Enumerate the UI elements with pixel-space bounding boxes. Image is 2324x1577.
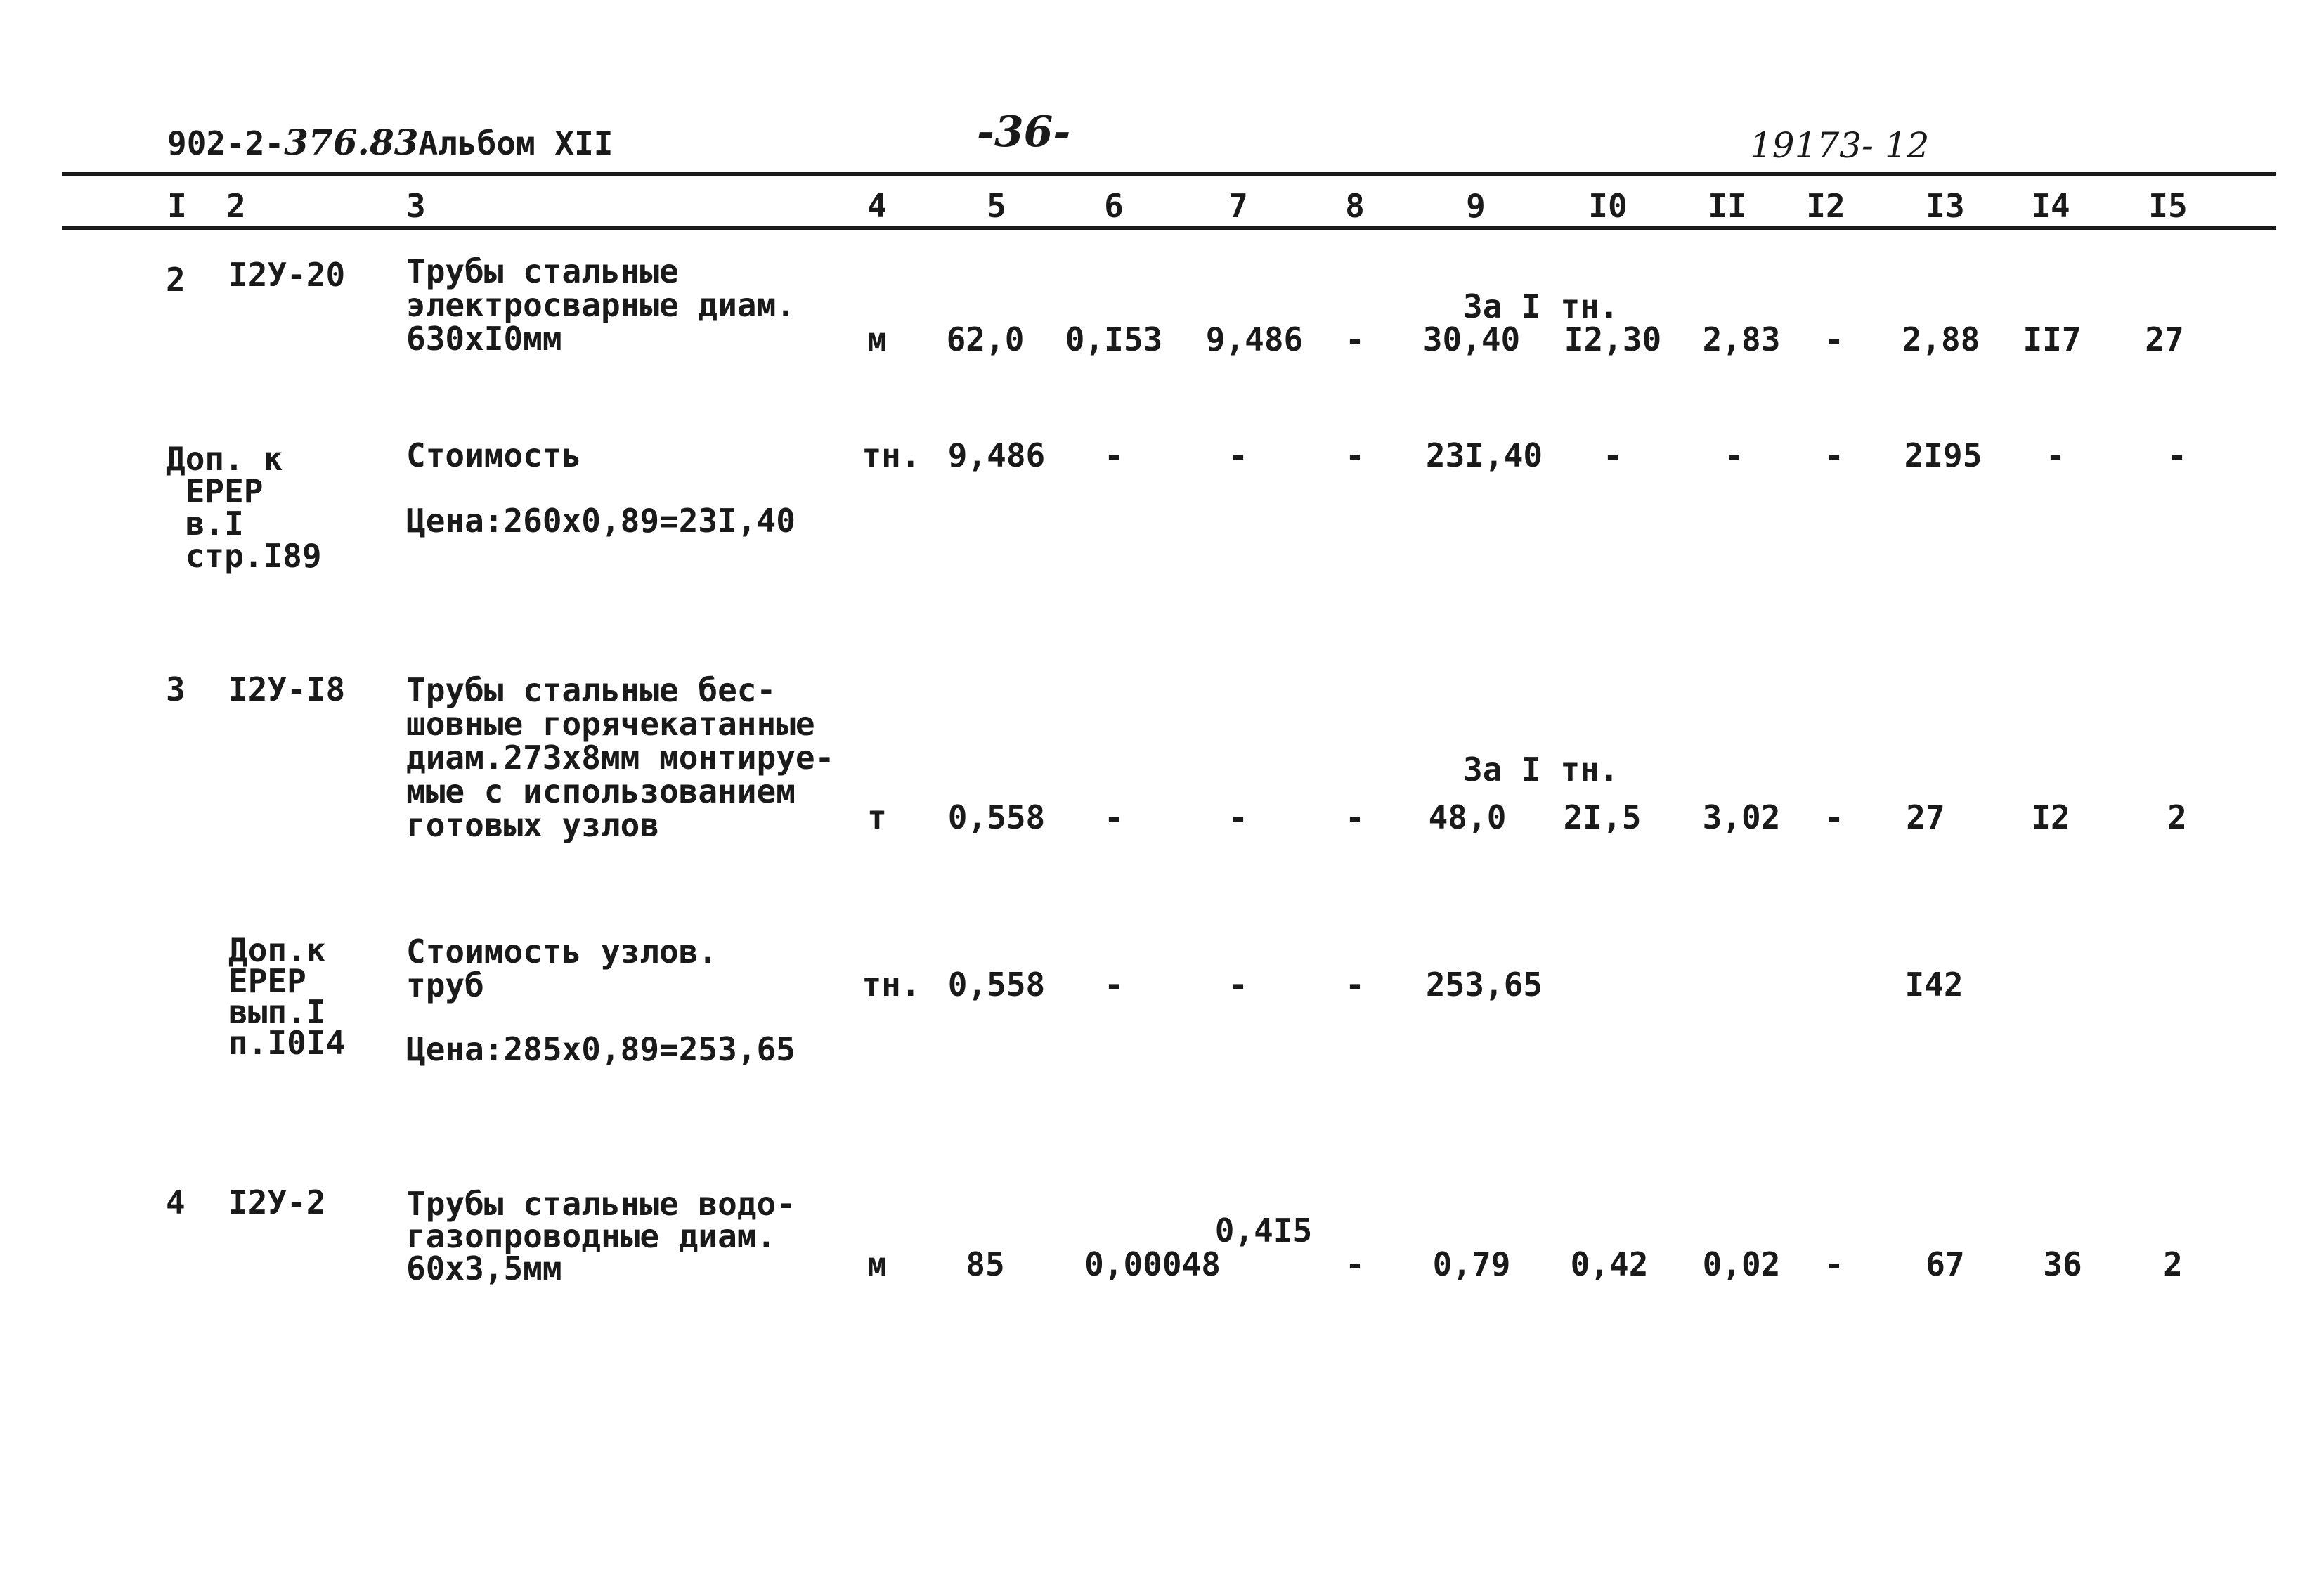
reference-note: Доп. к ЕРЕР в.I стр.I89 [166,440,322,575]
row-number: 4 [166,1183,186,1221]
value-col15: - [2167,436,2187,474]
document-code [167,122,614,163]
value-col12: - [1824,798,1844,836]
value-col14: I2 [2031,798,2070,836]
value-col13: 67 [1926,1245,1965,1283]
item-description: Стоимость узлов. труб [406,933,718,1004]
value-col7: 9,486 [1205,320,1304,358]
value-col14: - [2046,436,2065,474]
value-col8: - [1345,320,1365,358]
unit: тн. [862,436,921,474]
value-col11: 2,83 [1702,320,1781,358]
unit: м [867,320,887,358]
document-code-prefix: 902-2- [167,124,285,162]
item-description: Стоимость [406,436,582,474]
col-header-11: II [1708,187,1747,225]
rate-code: I2У-I8 [228,670,346,708]
value-col11: 3,02 [1702,798,1781,836]
col-header-7: 7 [1228,187,1248,225]
per-ton-note: За I тн. [1463,751,1619,788]
rate-code: I2У-20 [228,256,346,294]
value-col6: 0,00048 [1084,1245,1221,1283]
quantity: 85 [966,1245,1005,1283]
price-calculation: Цена:260х0,89=23I,40 [406,502,796,540]
quantity: 9,486 [947,436,1046,474]
item-description: Трубы стальные водо- газопроводные диам. 60х3,5мм [406,1185,796,1287]
value-col10: - [1603,436,1623,474]
item-description: Трубы стальные бес- шовные горячекатанные диам.273х8мм монтируе- мые с использованием готовых узлов [406,671,835,844]
item-description: Трубы стальные электросварные диам. 630хI0мм [406,252,796,358]
value-col10: I2,30 [1564,320,1662,358]
value-col7: - [1228,436,1248,474]
value-col14: II7 [2023,320,2082,358]
value-col10: 2I,5 [1563,798,1642,836]
value-col9: 48,0 [1428,798,1507,836]
col-header-15: I5 [2148,187,2188,225]
col-header-8: 8 [1345,187,1365,225]
album-label: Альбом XII [418,124,614,162]
value-col11: - [1725,436,1744,474]
value-col6: - [1104,798,1124,836]
value-col13: 2I95 [1904,436,1982,474]
value-col6: 0,I53 [1065,320,1163,358]
price-calculation: Цена:285х0,89=253,65 [406,1030,796,1068]
per-ton-note: За I тн. [1463,287,1619,325]
value-col11: 0,02 [1702,1245,1781,1283]
value-col10: 0,42 [1570,1245,1649,1283]
value-col8: - [1345,798,1365,836]
value-col6: - [1104,966,1124,1004]
value-col7: - [1228,966,1248,1004]
col-header-1: I [167,187,187,225]
row-number: 2 [166,261,186,299]
value-col15: 27 [2145,320,2184,358]
row-number: 3 [166,670,186,708]
unit: т [867,798,887,836]
document-code-handwritten: 376.83 [284,122,419,163]
col-header-3: 3 [406,187,426,225]
value-col8: - [1345,966,1365,1004]
col-header-14: I4 [2031,187,2070,225]
unit: м [867,1245,887,1283]
quantity: 0,558 [947,798,1046,836]
reference-note: Доп.к ЕРЕР вып.I п.I0I4 [228,931,346,1062]
value-col13: 27 [1906,798,1945,836]
value-col14: 36 [2043,1245,2082,1283]
col-header-6: 6 [1104,187,1124,225]
value-col7: - [1228,798,1248,836]
rate-code: I2У-2 [228,1183,326,1221]
value-col12: - [1824,436,1844,474]
value-col12: - [1824,1245,1844,1283]
col-header-5: 5 [987,187,1006,225]
quantity: 0,558 [947,966,1046,1004]
value-col9: 253,65 [1425,966,1543,1004]
col-header-13: I3 [1926,187,1965,225]
value-col9: 30,40 [1422,320,1521,358]
header-bottom-rule [62,226,2276,230]
value-col7: 0,4I5 [1214,1212,1313,1250]
value-col13: I42 [1904,966,1963,1004]
value-col6: - [1104,436,1124,474]
col-header-10: I0 [1588,187,1628,225]
col-header-4: 4 [867,187,887,225]
col-header-12: I2 [1806,187,1845,225]
quantity: 62,0 [946,320,1025,358]
unit: тн. [862,966,921,1004]
value-col9: 0,79 [1432,1245,1511,1283]
value-col8: - [1345,436,1365,474]
value-col15: 2 [2163,1245,2183,1283]
value-col9: 23I,40 [1425,436,1543,474]
value-col15: 2 [2167,798,2187,836]
value-col13: 2,88 [1902,320,1980,358]
archive-number: 19173- 12 [1750,125,1930,166]
value-col12: - [1824,320,1844,358]
header-top-rule [62,172,2276,176]
page-number: -36- [977,108,1071,157]
value-col8: - [1345,1245,1365,1283]
col-header-9: 9 [1466,187,1486,225]
col-header-2: 2 [226,187,246,225]
